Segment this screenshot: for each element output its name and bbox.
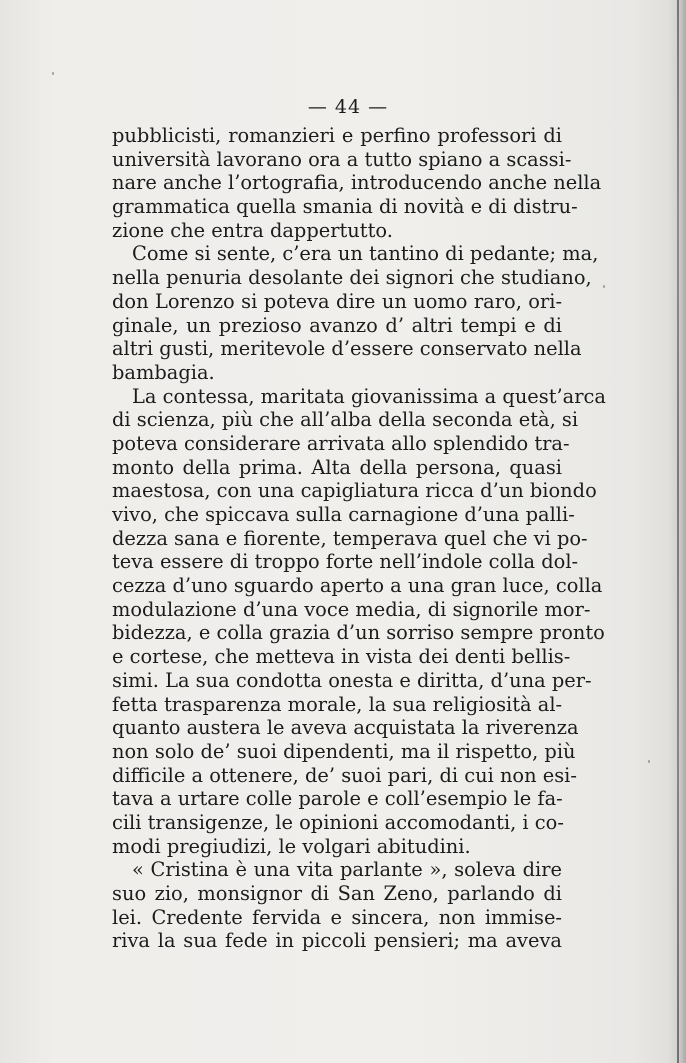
text-line: « Cristina è una vita parlante », soleva dire — [132, 858, 562, 882]
text-line: poteva considerare arrivata allo splendido tra- — [112, 431, 570, 455]
text-line: nare anche l’ortografia, introducendo anche nella — [112, 171, 602, 195]
text-line: vivo, che spiccava sulla carnagione d’una palli- — [112, 503, 575, 526]
text-line: e cortese, che metteva in vista dei denti bellis- — [112, 645, 571, 669]
text-line: cezza d’uno sguardo aperto a una gran luce, colla — [112, 574, 603, 598]
text-line: Come si sente, c’era un tantino di pedante; ma, — [132, 242, 599, 266]
text-line: bidezza, e colla grazia d’un sorriso sempre pronto — [112, 621, 605, 645]
text-line: zione che entra dappertutto. — [112, 218, 393, 242]
text-line: suo zio, monsignor di San Zeno, parlando di — [112, 882, 562, 905]
text-line: teva essere di troppo forte nell’indole colla dol- — [112, 550, 579, 574]
paper-speck — [603, 285, 605, 288]
paper-speck — [648, 760, 650, 763]
text-line: modulazione d’una voce media, di signorile mor- — [112, 597, 591, 621]
text-line: simi. La sua condotta onesta e diritta, d’una per- — [112, 668, 592, 692]
text-line: difficile a ottenere, de’ suoi pari, di cui non esi- — [112, 763, 577, 787]
text-line: pubblicisti, romanzieri e perfino professori di — [112, 124, 562, 147]
text-line: lei. Credente fervida e sincera, non immise- — [112, 905, 562, 929]
page-number: — 44 — — [307, 96, 389, 118]
text-line: quanto austera le aveva acquistata la riverenza — [112, 716, 579, 740]
text-line: ginale, un prezioso avanzo d’ altri tempi e di — [112, 313, 562, 337]
text-line: modi pregiudizi, le volgari abitudini. — [112, 834, 471, 858]
text-line: cili transigenze, le opinioni accomodanti, i co- — [112, 810, 564, 834]
text-line: nella penuria desolante dei signori che studiano, — [112, 266, 592, 290]
paper-speck — [52, 72, 54, 75]
page-edge-line — [677, 0, 679, 1063]
text-line: non solo de’ suoi dipendenti, ma il rispetto, più — [112, 739, 576, 763]
text-line: tava a urtare colle parole e coll’esempio le fa- — [112, 787, 563, 811]
text-line: grammatica quella smania di novità e di distru- — [112, 195, 578, 219]
text-line: di scienza, più che all’alba della seconda età, si — [112, 408, 579, 432]
text-line: riva la sua fede in piccoli pensieri; ma aveva — [112, 929, 562, 953]
text-line: maestosa, con una capigliatura ricca d’un biondo — [112, 479, 597, 503]
text-line: altri gusti, meritevole d’essere conservato nella — [112, 337, 582, 361]
text-line: don Lorenzo si poteva dire un uomo raro, ori- — [112, 289, 562, 313]
text-line: monto della prima. Alta della persona, quasi — [112, 455, 562, 479]
text-line: dezza sana e fiorente, temperava quel che vi po- — [112, 526, 588, 550]
text-line: fetta trasparenza morale, la sua religiosità al- — [112, 692, 563, 716]
body-text — [112, 124, 606, 953]
text-line: università lavorano ora a tutto spiano a scassi- — [112, 147, 572, 171]
text-line: bambagia. — [112, 360, 215, 384]
text-line: La contessa, maritata giovanissima a quest’arca — [132, 384, 606, 408]
